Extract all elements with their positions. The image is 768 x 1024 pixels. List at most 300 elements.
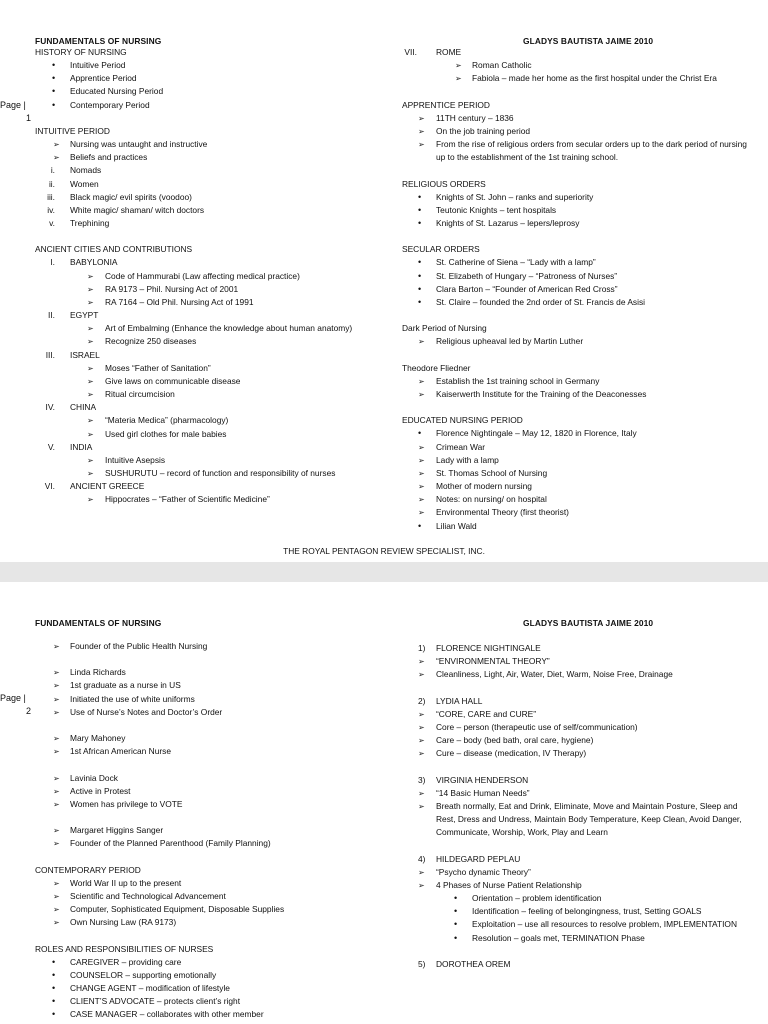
list-item [402,800,757,839]
arrow-bullet-icon: ➢ [53,826,60,836]
item-text: Hippocrates – “Father of Scientific Medicine” [105,494,270,505]
section-heading [35,864,380,877]
roman-numeral-marker: V. [47,441,55,452]
arrow-bullet-icon: ➢ [53,786,60,796]
arrow-bullet-icon: ➢ [418,468,425,478]
item-text: INDIA [70,441,93,452]
list-item [35,178,380,191]
arrow-bullet-icon: ➢ [418,337,425,347]
spacer [402,164,757,177]
item-text: Exploitation – use all resources to resolve problem, IMPLEMENTATION [472,919,737,930]
arrow-bullet-icon: ➢ [53,681,60,691]
list-item [402,642,757,655]
arrow-bullet-icon: ➢ [418,867,425,877]
item-text: Roman Catholic [472,60,532,71]
item-text: 11TH century – 1836 [436,112,514,123]
list-item [402,388,757,401]
list-item [35,824,380,837]
arrow-bullet-icon: ➢ [53,734,60,744]
section-heading [402,243,757,256]
list-item [402,427,757,440]
list-item [402,480,757,493]
arrow-bullet-icon: ➢ [87,429,94,439]
header-author: GLADYS BAUTISTA JAIME 2010 [523,36,654,46]
list-item [35,666,380,679]
arrow-bullet-icon: ➢ [53,773,60,783]
arrow-bullet-icon: ➢ [53,140,60,150]
item-text: Dark Period of Nursing [402,323,487,334]
list-item [402,879,757,892]
list-item [35,85,380,98]
spacer [35,850,380,863]
item-text: Lavinia Dock [70,772,118,783]
item-text: INTUITIVE PERIOD [35,125,110,136]
list-item [35,428,380,441]
arrow-bullet-icon: ➢ [418,736,425,746]
section-heading [35,46,380,59]
item-text: COUNSELOR – supporting emotionally [70,969,217,980]
item-text: CHANGE AGENT – modification of lifestyle [70,982,230,993]
list-item [35,480,380,493]
list-item [402,270,757,283]
list-item [35,349,380,362]
item-text: SECULAR ORDERS [402,244,480,255]
item-text: 4 Phases of Nurse Patient Relationship [436,879,582,890]
list-item [402,668,757,681]
item-text: Use of Nurse’s Notes and Doctor’s Order [70,706,223,717]
list-item [35,640,380,653]
roman-numeral-marker: III. [45,349,55,360]
item-text: Mary Mahoney [70,733,126,744]
bullet-icon: • [52,982,56,993]
item-text: Cleanliness, Light, Air, Water, Diet, Warm, Noise Free, Drainage [436,669,673,680]
item-text: CHINA [70,402,97,413]
section-heading [402,362,757,375]
arrow-bullet-icon: ➢ [87,376,94,386]
arrow-bullet-icon: ➢ [418,709,425,719]
arrow-bullet-icon: ➢ [418,455,425,465]
item-text: St. Thomas School of Nursing [436,467,548,478]
spacer [35,230,380,243]
right-column [402,629,757,971]
item-text: Religious upheaval led by Martin Luther [436,336,584,347]
item-text: 1st graduate as a nurse in US [70,680,181,691]
list-item [35,467,380,480]
arrow-bullet-icon: ➢ [87,390,94,400]
list-item [402,892,757,905]
list-item [402,853,757,866]
arrow-bullet-icon: ➢ [418,113,425,123]
arrow-bullet-icon: ➢ [418,482,425,492]
item-text: Own Nursing Law (RA 9173) [70,917,177,928]
arrow-bullet-icon: ➢ [418,880,425,890]
list-item [402,191,757,204]
spacer [35,758,380,771]
arrow-bullet-icon: ➢ [418,126,425,136]
list-item [402,441,757,454]
bullet-icon: • [52,86,56,97]
list-item [402,125,757,138]
item-text: Linda Richards [70,667,126,678]
item-text: RA 7164 – Old Phil. Nursing Act of 1991 [105,296,254,307]
item-text: Care – body (bed bath, oral care, hygiene) [436,735,594,746]
arrow-bullet-icon: ➢ [418,788,425,798]
spacer [35,719,380,732]
arrow-bullet-icon: ➢ [53,878,60,888]
list-item [35,283,380,296]
arrow-bullet-icon: ➢ [87,455,94,465]
item-text: Computer, Sophisticated Equipment, Disposable Supplies [70,904,285,915]
arrow-bullet-icon: ➢ [418,508,425,518]
item-text: Art of Embalming (Enhance the knowledge about human anatomy) [105,323,353,334]
bullet-icon: • [52,99,56,110]
list-item [35,270,380,283]
bullet-icon: • [52,969,56,980]
item-text: World War II up to the present [70,877,182,888]
bullet-icon: • [454,893,458,904]
list-item [402,72,757,85]
list-item [35,441,380,454]
list-item [35,785,380,798]
item-text: DOROTHEA OREM [436,958,511,969]
number-marker: 4) [418,853,426,864]
item-text: Core – person (therapeutic use of self/communication) [436,722,638,733]
item-text: CLIENT’S ADVOCATE – protects client’s right [70,996,241,1007]
list-item [35,969,380,982]
list-item [35,191,380,204]
list-item [402,138,757,164]
list-item [35,335,380,348]
arrow-bullet-icon: ➢ [53,694,60,704]
item-text: Intuitive Period [70,60,126,71]
list-item [35,388,380,401]
page-footer: THE ROYAL PENTAGON REVIEW SPECIALIST, INC. [283,546,485,556]
arrow-bullet-icon: ➢ [87,363,94,373]
arrow-bullet-icon: ➢ [418,389,425,399]
list-item [35,745,380,758]
item-text: Identification – feeling of belongingness, trust, Setting GOALS [472,906,702,917]
left-column [35,46,380,506]
arrow-bullet-icon: ➢ [53,891,60,901]
item-text: HISTORY OF NURSING [35,47,127,57]
item-text: Orientation – problem identification [472,893,602,904]
spacer [402,349,757,362]
list-item [35,401,380,414]
list-item [35,362,380,375]
item-text: BABYLONIA [70,257,118,268]
bullet-icon: • [418,296,422,307]
list-item [402,296,757,309]
list-item [35,204,380,217]
list-item [35,99,380,112]
item-text: St. Claire – founded the 2nd order of St. Francis de Asisi [436,296,646,307]
item-text: Lilian Wald [436,520,477,531]
list-item [402,46,757,59]
bullet-icon: • [418,520,422,531]
list-item [402,958,757,971]
item-text: Intuitive Asepsis [105,454,166,465]
list-item [35,916,380,929]
list-item [402,256,757,269]
arrow-bullet-icon: ➢ [87,297,94,307]
item-text: SUSHURUTU – record of function and responsibility of nurses [105,467,336,478]
section-heading [35,943,380,956]
item-text: RELIGIOUS ORDERS [402,178,486,189]
roman-numeral-marker: VI. [44,481,55,492]
arrow-bullet-icon: ➢ [53,918,60,928]
spacer [35,112,380,125]
spacer [402,839,757,852]
item-text: Cure – disease (medication, IV Therapy) [436,748,587,759]
list-item [402,734,757,747]
item-text: Apprentice Period [70,73,137,84]
list-item [35,693,380,706]
bullet-icon: • [52,1009,56,1020]
item-text: “CORE, CARE and CURE” [436,708,537,719]
list-item [35,59,380,72]
list-item [402,112,757,125]
item-text: Active in Protest [70,785,131,796]
arrow-bullet-icon: ➢ [418,442,425,452]
list-item [35,995,380,1008]
arrow-bullet-icon: ➢ [87,271,94,281]
item-text: Clara Barton – “Founder of American Red Cross” [436,283,618,294]
item-text: ROLES AND RESPONSIBILITIES OF NURSES [35,943,214,954]
number-marker: 1) [418,643,426,654]
item-text: Code of Hammurabi (Law affecting medical practice) [105,270,300,281]
item-text: Crimean War [436,441,486,452]
item-text: Educated Nursing Period [70,86,164,97]
item-text: 1st African American Nurse [70,746,172,757]
item-text: Trephining [70,218,110,229]
spacer [402,309,757,322]
roman-numeral-marker: i. [50,165,55,176]
item-text: Florence Nightingale – May 12, 1820 in Florence, Italy [436,428,637,439]
item-text: Women [70,178,99,189]
list-item [402,655,757,668]
roman-numeral-marker: iv. [47,204,55,215]
list-item [35,151,380,164]
arrow-bullet-icon: ➢ [418,140,425,150]
list-item [35,164,380,177]
list-item [35,772,380,785]
page-label-text: Page | [0,693,26,703]
list-item [402,335,757,348]
list-item [35,322,380,335]
item-text: RA 9173 – Phil. Nursing Act of 2001 [105,283,239,294]
list-item [35,732,380,745]
list-item [35,454,380,467]
item-text: Breath normally, Eat and Drink, Eliminate, Move and Maintain Posture, Sleep and Rest, Dress and Undress, Maintain Body Temperature, Keep Clean, Avoid Danger, Communicate, Worship, Work, Play and Learn [436,800,742,838]
item-text: Used girl clothes for male babies [105,428,227,439]
item-text: LYDIA HALL [436,695,483,706]
arrow-bullet-icon: ➢ [53,153,60,163]
list-item [35,375,380,388]
spacer [35,929,380,942]
item-text: CAREGIVER – providing care [70,956,182,967]
arrow-bullet-icon: ➢ [418,801,425,811]
roman-numeral-marker: I. [50,257,55,268]
item-text: Recognize 250 diseases [105,336,197,347]
item-text: Theodore Fliedner [402,362,471,373]
arrow-bullet-icon: ➢ [53,905,60,915]
list-item [402,932,757,945]
spacer [35,811,380,824]
arrow-bullet-icon: ➢ [418,670,425,680]
arrow-bullet-icon: ➢ [418,376,425,386]
roman-numeral-marker: ii. [48,178,55,189]
list-item [402,375,757,388]
bullet-icon: • [418,191,422,202]
arrow-bullet-icon: ➢ [53,747,60,757]
number-marker: 2) [418,695,426,706]
spacer [402,85,757,98]
list-item [35,798,380,811]
list-item [402,905,757,918]
item-text: Knights of St. John – ranks and superiority [436,191,594,202]
item-text: Fabiola – made her home as the first hospital under the Christ Era [472,73,717,84]
item-text: Contemporary Period [70,99,150,110]
roman-numeral-marker: VII. [404,47,417,57]
page-label [0,99,31,125]
left-column [35,640,380,1021]
item-text: Scientific and Technological Advancement [70,890,226,901]
page-label [0,692,31,718]
header-author: GLADYS BAUTISTA JAIME 2010 [523,618,654,628]
bullet-icon: • [418,257,422,268]
list-item [402,918,757,931]
arrow-bullet-icon: ➢ [455,61,462,71]
list-item [35,1008,380,1021]
item-text: Ritual circumcision [105,389,175,400]
item-text: Establish the 1st training school in Germany [436,375,600,386]
list-item [35,982,380,995]
arrow-bullet-icon: ➢ [53,839,60,849]
item-text: St. Elizabeth of Hungary – “Patroness of Nurses” [436,270,618,281]
item-text: HILDEGARD PEPLAU [436,853,521,864]
right-column [402,46,757,533]
item-text: APPRENTICE PERIOD [402,99,490,110]
item-text: Resolution – goals met, TERMINATION Phase [472,932,645,943]
bullet-icon: • [52,60,56,71]
item-text: Moses “Father of Sanitation” [105,362,211,373]
list-item [35,706,380,719]
bullet-icon: • [52,996,56,1007]
list-item [35,138,380,151]
item-text: “Materia Medica” (pharmacology) [105,415,229,426]
list-item [35,903,380,916]
list-item [35,256,380,269]
list-item [402,454,757,467]
list-item [402,866,757,879]
item-text: ISRAEL [70,349,100,360]
arrow-bullet-icon: ➢ [53,799,60,809]
number-marker: 5) [418,958,426,969]
list-item [402,787,757,800]
section-heading [402,322,757,335]
bullet-icon: • [418,428,422,439]
page-number: 2 [26,706,32,716]
list-item [402,774,757,787]
page-number: 1 [26,113,32,123]
list-item [402,204,757,217]
arrow-bullet-icon: ➢ [87,468,94,478]
item-text: Lady with a lamp [436,454,499,465]
arrow-bullet-icon: ➢ [87,495,94,505]
bullet-icon: • [454,919,458,930]
item-text: CASE MANAGER – collaborates with other member [70,1009,264,1020]
list-item [402,520,757,533]
item-text: Knights of St. Lazarus – lepers/leprosy [436,218,580,228]
arrow-bullet-icon: ➢ [418,657,425,667]
header-course-title: FUNDAMENTALS OF NURSING [35,618,162,628]
list-item [402,695,757,708]
section-heading [35,243,380,256]
bullet-icon: • [418,204,422,215]
arrow-bullet-icon: ➢ [87,337,94,347]
section-heading [402,99,757,112]
item-text: Notes: on nursing/ on hospital [436,494,547,505]
item-text: Initiated the use of white uniforms [70,693,195,704]
item-text: From the rise of religious orders from secular orders up to the dark period of nursing up to the establishment of the 1st training school. [436,139,747,163]
item-text: ANCIENT CITIES AND CONTRIBUTIONS [35,244,193,255]
item-text: On the job training period [436,125,531,136]
item-text: Founder of the Planned Parenthood (Family Planning) [70,838,271,849]
item-text: VIRGINIA HENDERSON [436,774,529,785]
item-text: “14 Basic Human Needs” [436,787,530,798]
list-item [35,679,380,692]
item-text: Margaret Higgins Sanger [70,825,164,836]
arrow-bullet-icon: ➢ [53,707,60,717]
item-text: White magic/ shaman/ witch doctors [70,204,205,215]
list-item [402,708,757,721]
bullet-icon: • [418,270,422,281]
list-item [35,877,380,890]
item-text: ROME [436,47,462,57]
page-separator [0,562,768,582]
item-text: “ENVIRONMENTAL THEORY” [436,656,550,667]
roman-numeral-marker: v. [49,218,55,229]
list-item [35,217,380,230]
list-item [35,414,380,427]
arrow-bullet-icon: ➢ [418,723,425,733]
item-text: Environmental Theory (first theorist) [436,507,569,518]
page-label-text: Page | [0,100,26,110]
document-page-2 [0,582,768,1024]
list-item [35,837,380,850]
list-item [402,467,757,480]
arrow-bullet-icon: ➢ [455,74,462,84]
list-item [402,217,757,230]
item-text: St. Catherine of Siena – “Lady with a lamp” [436,257,596,268]
item-text: Teutonic Knights – tent hospitals [436,204,557,215]
arrow-bullet-icon: ➢ [53,668,60,678]
section-heading [35,125,380,138]
arrow-bullet-icon: ➢ [418,749,425,759]
header-course-title: FUNDAMENTALS OF NURSING [35,36,162,46]
list-item [35,890,380,903]
item-text: ANCIENT GREECE [70,481,145,492]
list-item [402,747,757,760]
item-text: Kaiserwerth Institute for the Training of the Deaconesses [436,388,647,399]
spacer [402,230,757,243]
arrow-bullet-icon: ➢ [418,495,425,505]
arrow-bullet-icon: ➢ [87,284,94,294]
list-item [35,309,380,322]
bullet-icon: • [418,283,422,294]
list-item [35,72,380,85]
list-item [35,296,380,309]
